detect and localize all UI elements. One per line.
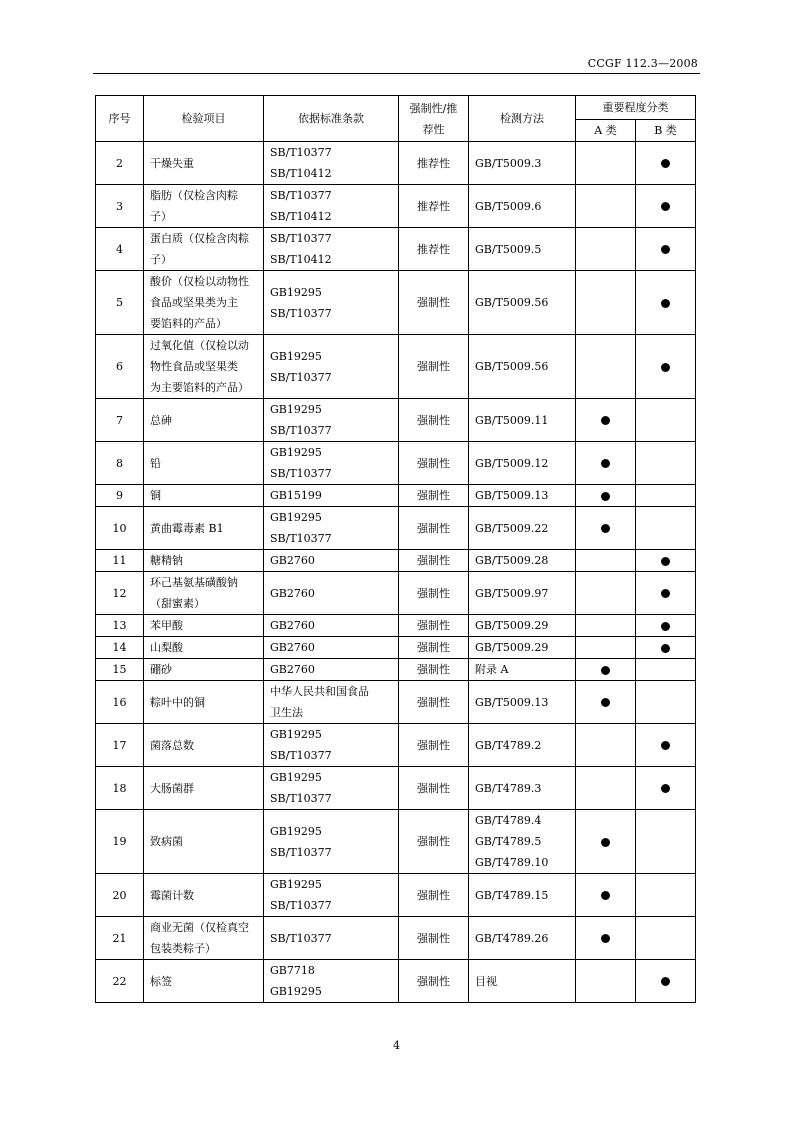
cell-item-line: 糖精钠 (150, 554, 183, 567)
bullet-mark-icon (601, 524, 610, 533)
bullet-mark-icon (661, 159, 670, 168)
cell-item (144, 228, 264, 271)
cell-mandatory: 强制性 (399, 917, 469, 960)
cell-mandatory: 强制性 (399, 810, 469, 874)
cell-seq: 20 (96, 874, 144, 917)
cell-mandatory: 推荐性 (399, 185, 469, 228)
cell-item-line: 包装类粽子） (150, 942, 216, 955)
cell-class-b (636, 185, 696, 228)
table-row (96, 917, 696, 960)
cell-method-line: GB/T5009.6 (475, 199, 542, 213)
cell-method-line: GB/T5009.56 (475, 296, 549, 309)
cell-basis (264, 637, 399, 659)
cell-method (469, 185, 576, 228)
cell-item-line: 山梨酸 (150, 641, 183, 654)
cell-seq: 9 (96, 485, 144, 507)
table-row (96, 185, 696, 228)
cell-basis (264, 142, 399, 185)
table-row (96, 615, 696, 637)
table-row (96, 399, 696, 442)
cell-method-line: GB/T5009.12 (475, 456, 549, 470)
cell-mandatory: 强制性 (399, 399, 469, 442)
cell-class-b (636, 442, 696, 485)
bullet-mark-icon (661, 245, 670, 254)
cell-item-line: 硼砂 (150, 663, 172, 676)
cell-basis (264, 659, 399, 681)
cell-seq: 15 (96, 659, 144, 681)
cell-class-b (636, 767, 696, 810)
header-class-b: B 类 (636, 120, 696, 142)
cell-item (144, 615, 264, 637)
cell-item-line: 总砷 (150, 413, 172, 427)
cell-basis-line: SB/T10377 (270, 306, 332, 320)
cell-item (144, 572, 264, 615)
cell-basis-line: GB19295 (270, 985, 322, 998)
cell-item-line: 为主要馅料的产品） (150, 381, 249, 394)
cell-basis (264, 271, 399, 335)
cell-item (144, 185, 264, 228)
cell-basis-line: GB19295 (270, 446, 322, 459)
cell-seq: 19 (96, 810, 144, 874)
bullet-mark-icon (661, 589, 670, 598)
cell-mandatory: 强制性 (399, 442, 469, 485)
table-row (96, 637, 696, 659)
cell-mandatory: 强制性 (399, 637, 469, 659)
cell-method-line: GB/T5009.13 (475, 695, 549, 709)
cell-class-b (636, 659, 696, 681)
cell-method (469, 681, 576, 724)
cell-method (469, 507, 576, 550)
cell-basis-line: GB19295 (270, 285, 322, 299)
cell-item-line: 要馅料的产品） (150, 317, 227, 330)
cell-item-line: 铜 (150, 489, 161, 502)
cell-item (144, 485, 264, 507)
cell-seq: 5 (96, 271, 144, 335)
inspection-items-table (95, 95, 696, 1003)
cell-method (469, 572, 576, 615)
cell-class-b (636, 917, 696, 960)
cell-mandatory: 强制性 (399, 550, 469, 572)
cell-item-line: 粽叶中的铜 (150, 695, 205, 709)
cell-class-b (636, 960, 696, 1003)
bullet-mark-icon (661, 557, 670, 566)
cell-method (469, 271, 576, 335)
table-body (96, 142, 696, 1003)
cell-basis-line: GB2760 (270, 663, 315, 676)
cell-mandatory: 强制性 (399, 507, 469, 550)
bullet-mark-icon (601, 666, 610, 675)
cell-basis-line: GB19295 (270, 771, 322, 784)
cell-class-a (576, 271, 636, 335)
cell-basis (264, 572, 399, 615)
cell-seq: 10 (96, 507, 144, 550)
cell-basis (264, 442, 399, 485)
bullet-mark-icon (661, 299, 670, 308)
cell-seq: 21 (96, 917, 144, 960)
cell-method-line: GB/T5009.5 (475, 242, 542, 256)
cell-item-line: 大肠菌群 (150, 781, 194, 795)
table-row (96, 724, 696, 767)
cell-basis (264, 810, 399, 874)
cell-class-b (636, 874, 696, 917)
cell-item-line: 铅 (150, 456, 161, 470)
cell-item-line: 标签 (150, 974, 172, 988)
cell-basis-line: SB/T10377 (270, 532, 332, 545)
cell-item (144, 507, 264, 550)
cell-mandatory: 推荐性 (399, 142, 469, 185)
cell-item (144, 399, 264, 442)
cell-class-b (636, 335, 696, 399)
cell-class-a (576, 615, 636, 637)
cell-method-line: GB/T5009.97 (475, 586, 549, 600)
cell-basis-line: GB7718 (270, 964, 315, 977)
cell-basis-line: SB/T10412 (270, 210, 332, 223)
cell-method-line: GB/T5009.29 (475, 619, 549, 632)
cell-item (144, 335, 264, 399)
cell-basis (264, 724, 399, 767)
cell-item (144, 874, 264, 917)
cell-method (469, 615, 576, 637)
cell-basis-line: SB/T10377 (270, 931, 332, 945)
cell-class-a (576, 442, 636, 485)
table-row (96, 659, 696, 681)
cell-basis (264, 874, 399, 917)
cell-method-line: GB/T5009.28 (475, 554, 549, 567)
cell-class-b (636, 810, 696, 874)
bullet-mark-icon (661, 644, 670, 653)
cell-class-a (576, 185, 636, 228)
table-row (96, 810, 696, 874)
cell-item-line: 黄曲霉毒素 B1 (150, 521, 224, 535)
cell-mandatory: 强制性 (399, 874, 469, 917)
bullet-mark-icon (601, 492, 610, 501)
cell-class-b (636, 399, 696, 442)
cell-class-a (576, 767, 636, 810)
cell-item-line: 干燥失重 (150, 156, 194, 170)
cell-method-line: GB/T4789.4 (475, 814, 542, 827)
cell-method (469, 399, 576, 442)
cell-mandatory: 强制性 (399, 335, 469, 399)
cell-class-a (576, 810, 636, 874)
cell-seq: 13 (96, 615, 144, 637)
cell-method (469, 874, 576, 917)
cell-basis (264, 399, 399, 442)
cell-method-line: GB/T5009.13 (475, 489, 549, 502)
cell-basis (264, 228, 399, 271)
cell-mandatory: 推荐性 (399, 228, 469, 271)
cell-class-b (636, 271, 696, 335)
cell-item (144, 271, 264, 335)
cell-class-b (636, 572, 696, 615)
table-row (96, 228, 696, 271)
cell-item (144, 142, 264, 185)
cell-class-a (576, 399, 636, 442)
cell-class-a (576, 335, 636, 399)
cell-method (469, 142, 576, 185)
cell-item-line: 商业无菌（仅检真空 (150, 921, 249, 934)
cell-basis-line: GB2760 (270, 619, 315, 632)
cell-basis (264, 917, 399, 960)
cell-class-a (576, 681, 636, 724)
cell-item-line: 过氧化值（仅检以动 (150, 339, 249, 352)
cell-basis (264, 485, 399, 507)
cell-method-line: GB/T5009.11 (475, 413, 549, 427)
cell-seq: 7 (96, 399, 144, 442)
cell-method (469, 485, 576, 507)
cell-item-line: 霉菌计数 (150, 888, 194, 902)
cell-method (469, 917, 576, 960)
cell-class-b (636, 485, 696, 507)
cell-mandatory: 强制性 (399, 615, 469, 637)
cell-basis-line: SB/T10377 (270, 792, 332, 805)
cell-basis (264, 767, 399, 810)
cell-basis (264, 335, 399, 399)
cell-method (469, 659, 576, 681)
table-row (96, 142, 696, 185)
bullet-mark-icon (601, 934, 610, 943)
cell-method (469, 810, 576, 874)
standard-code: CCGF 112.3—2008 (587, 57, 698, 70)
cell-method (469, 724, 576, 767)
cell-seq: 4 (96, 228, 144, 271)
cell-item (144, 810, 264, 874)
table-row (96, 874, 696, 917)
cell-item-line: 环己基氨基磺酸钠 (150, 576, 238, 589)
cell-basis-line: GB15199 (270, 489, 322, 502)
cell-class-a (576, 960, 636, 1003)
page-number: 4 (393, 1039, 400, 1052)
table-row (96, 442, 696, 485)
cell-basis-line: SB/T10412 (270, 167, 332, 180)
cell-mandatory: 强制性 (399, 485, 469, 507)
cell-basis-line: GB19295 (270, 403, 322, 416)
cell-method-line: GB/T4789.5 (475, 835, 542, 848)
cell-class-b (636, 637, 696, 659)
header-mandatory: 强制性/推 荐性 (399, 96, 469, 142)
cell-basis-line: 中华人民共和国食品 (270, 685, 369, 698)
cell-class-b (636, 615, 696, 637)
cell-class-a (576, 550, 636, 572)
cell-item-line: 子） (150, 210, 172, 223)
bullet-mark-icon (601, 891, 610, 900)
bullet-mark-icon (661, 977, 670, 986)
cell-item (144, 442, 264, 485)
cell-basis-line: SB/T10377 (270, 749, 332, 762)
cell-class-a (576, 572, 636, 615)
table-row (96, 271, 696, 335)
cell-basis-line: GB19295 (270, 728, 322, 741)
cell-method (469, 550, 576, 572)
cell-basis (264, 681, 399, 724)
cell-basis-line: SB/T10412 (270, 253, 332, 266)
bullet-mark-icon (661, 622, 670, 631)
cell-basis-line: GB19295 (270, 824, 322, 838)
cell-seq: 17 (96, 724, 144, 767)
cell-method-line: GB/T4789.15 (475, 888, 549, 902)
cell-method-line: GB/T5009.22 (475, 521, 549, 535)
bullet-mark-icon (661, 363, 670, 372)
bullet-mark-icon (601, 416, 610, 425)
cell-basis (264, 615, 399, 637)
header-basis: 依据标准条款 (264, 96, 399, 142)
cell-class-b (636, 228, 696, 271)
bullet-mark-icon (661, 202, 670, 211)
cell-basis-line: SB/T10377 (270, 845, 332, 859)
cell-method-line: GB/T4789.3 (475, 781, 542, 795)
cell-item-line: 致病菌 (150, 835, 183, 848)
header-class-a: A 类 (576, 120, 636, 142)
cell-basis-line: SB/T10377 (270, 146, 332, 159)
cell-item (144, 681, 264, 724)
table-row (96, 550, 696, 572)
cell-item-line: 蛋白质（仅检含肉粽 (150, 232, 249, 245)
bullet-mark-icon (601, 698, 610, 707)
table-row (96, 572, 696, 615)
cell-mandatory: 强制性 (399, 271, 469, 335)
bullet-mark-icon (661, 741, 670, 750)
bullet-mark-icon (601, 838, 610, 847)
cell-item (144, 659, 264, 681)
cell-item-line: 脂肪（仅检含肉粽 (150, 189, 238, 202)
cell-item-line: 食品或坚果类为主 (150, 296, 238, 309)
cell-class-a (576, 507, 636, 550)
cell-item (144, 767, 264, 810)
cell-class-b (636, 142, 696, 185)
cell-seq: 12 (96, 572, 144, 615)
cell-class-b (636, 724, 696, 767)
cell-method-line: 目视 (475, 974, 497, 988)
cell-class-a (576, 637, 636, 659)
header-item: 检验项目 (144, 96, 264, 142)
cell-seq: 3 (96, 185, 144, 228)
cell-seq: 22 (96, 960, 144, 1003)
cell-class-a (576, 724, 636, 767)
cell-item (144, 724, 264, 767)
cell-method (469, 228, 576, 271)
table-row (96, 681, 696, 724)
cell-basis-line: GB19295 (270, 878, 322, 891)
table-row (96, 507, 696, 550)
cell-mandatory: 强制性 (399, 659, 469, 681)
header-method: 检测方法 (469, 96, 576, 142)
cell-method (469, 637, 576, 659)
cell-basis (264, 550, 399, 572)
cell-item-line: 子） (150, 253, 172, 266)
cell-mandatory: 强制性 (399, 572, 469, 615)
cell-method-line: 附录 A (475, 663, 509, 676)
cell-basis-line: GB2760 (270, 554, 315, 567)
cell-basis-line: SB/T10377 (270, 424, 332, 437)
cell-item (144, 960, 264, 1003)
table-row (96, 767, 696, 810)
bullet-mark-icon (601, 459, 610, 468)
bullet-mark-icon (661, 784, 670, 793)
table-row (96, 335, 696, 399)
cell-class-b (636, 681, 696, 724)
cell-seq: 18 (96, 767, 144, 810)
cell-basis-line: SB/T10377 (270, 467, 332, 480)
cell-method (469, 442, 576, 485)
cell-basis-line: 卫生法 (270, 706, 303, 719)
cell-seq: 16 (96, 681, 144, 724)
cell-class-a (576, 142, 636, 185)
table-row (96, 960, 696, 1003)
cell-method-line: GB/T4789.10 (475, 856, 549, 869)
cell-item-line: 物性食品或坚果类 (150, 360, 238, 373)
cell-basis (264, 960, 399, 1003)
cell-basis-line: SB/T10377 (270, 899, 332, 912)
cell-seq: 14 (96, 637, 144, 659)
cell-mandatory: 强制性 (399, 724, 469, 767)
cell-basis-line: GB19295 (270, 349, 322, 363)
cell-basis-line: GB19295 (270, 511, 322, 524)
cell-method (469, 767, 576, 810)
cell-basis-line: SB/T10377 (270, 189, 332, 202)
cell-item-line: 酸价（仅检以动物性 (150, 275, 249, 288)
cell-class-a (576, 485, 636, 507)
cell-class-b (636, 550, 696, 572)
cell-class-a (576, 917, 636, 960)
cell-seq: 6 (96, 335, 144, 399)
cell-method-line: GB/T4789.26 (475, 931, 549, 945)
cell-basis-line: SB/T10377 (270, 232, 332, 245)
cell-item (144, 550, 264, 572)
cell-mandatory: 强制性 (399, 767, 469, 810)
header-seq: 序号 (96, 96, 144, 142)
cell-class-b (636, 507, 696, 550)
cell-basis (264, 185, 399, 228)
cell-item-line: 苯甲酸 (150, 619, 183, 632)
cell-method (469, 960, 576, 1003)
cell-mandatory: 强制性 (399, 960, 469, 1003)
cell-method-line: GB/T5009.3 (475, 156, 542, 170)
cell-seq: 2 (96, 142, 144, 185)
cell-basis-line: GB2760 (270, 586, 315, 600)
cell-seq: 11 (96, 550, 144, 572)
table-row (96, 485, 696, 507)
cell-class-a (576, 659, 636, 681)
cell-class-a (576, 874, 636, 917)
cell-item-line: 菌落总数 (150, 738, 194, 752)
header-importance: 重要程度分类 (576, 96, 696, 120)
cell-item-line: （甜蜜素） (150, 597, 205, 610)
cell-seq: 8 (96, 442, 144, 485)
cell-method-line: GB/T5009.29 (475, 641, 549, 654)
cell-method (469, 335, 576, 399)
header-divider (93, 73, 700, 74)
cell-item (144, 917, 264, 960)
cell-class-a (576, 228, 636, 271)
cell-method-line: GB/T4789.2 (475, 738, 542, 752)
cell-mandatory: 强制性 (399, 681, 469, 724)
cell-method-line: GB/T5009.56 (475, 360, 549, 373)
cell-basis-line: SB/T10377 (270, 370, 332, 384)
cell-basis-line: GB2760 (270, 641, 315, 654)
cell-basis (264, 507, 399, 550)
cell-item (144, 637, 264, 659)
